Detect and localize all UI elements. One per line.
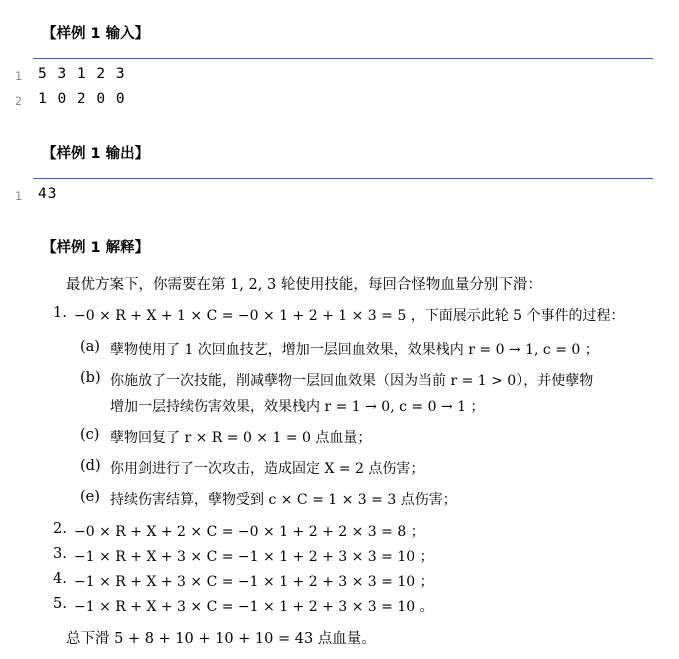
substep-marker: (d) — [80, 458, 101, 474]
step-marker: 1. — [53, 305, 67, 321]
substep-marker: (c) — [80, 427, 100, 443]
substep-text: 你施放了一次技能，削减孽物一层回血效果（因为当前 r = 1 > 0），并使孽物 — [110, 373, 594, 389]
line-number: 2 — [15, 94, 22, 108]
step-text: −0 × R + X + 1 × C = −0 × 1 + 2 + 1 × 3 = 5 ，下面展示此轮 5 个事件的过程： — [74, 308, 625, 324]
substep-text: 你用剑进行了一次攻击，造成固定 X = 2 点伤害； — [110, 461, 425, 477]
sample-output-heading: 【样例 1 输出】 — [42, 146, 150, 162]
substep-marker: (a) — [80, 339, 100, 355]
substep-text: 孽物使用了 1 次回血技艺，增加一层回血效果，效果栈内 r = 0 → 1, c = 0 ； — [110, 342, 599, 358]
explanation-heading: 【样例 1 解释】 — [42, 240, 150, 256]
substep-text: 持续伤害结算，孽物受到 c × C = 1 × 3 = 3 点伤害； — [110, 492, 457, 508]
step-text: −1 × R + X + 3 × C = −1 × 1 + 2 + 3 × 3 = 10 ； — [74, 549, 434, 565]
step-marker: 5. — [53, 596, 67, 612]
step-text: −1 × R + X + 3 × C = −1 × 1 + 2 + 3 × 3 = 10 ； — [74, 574, 434, 590]
substep-marker: (e) — [80, 489, 100, 505]
step-marker: 4. — [53, 571, 67, 587]
sample-output-divider — [33, 178, 653, 179]
substep-text: 孽物回复了 r × R = 0 × 1 = 0 点血量； — [110, 430, 372, 446]
sample-input-divider — [33, 58, 653, 59]
step-marker: 2. — [53, 521, 67, 537]
code-line: 5 3 1 2 3 — [38, 66, 126, 82]
sample-input-heading: 【样例 1 输入】 — [42, 26, 150, 42]
step-text: −1 × R + X + 3 × C = −1 × 1 + 2 + 3 × 3 = 10 。 — [74, 599, 434, 615]
line-number: 1 — [15, 69, 22, 83]
explanation-summary: 总下滑 5 + 8 + 10 + 10 + 10 = 43 点血量。 — [66, 631, 376, 647]
substep-marker: (b) — [80, 370, 101, 386]
step-text: −0 × R + X + 2 × C = −0 × 1 + 2 + 2 × 3 = 8 ； — [74, 524, 425, 540]
line-number: 1 — [15, 189, 22, 203]
explanation-intro: 最优方案下，你需要在第 1, 2, 3 轮使用技能，每回合怪物血量分别下滑： — [66, 277, 542, 293]
code-line: 1 0 2 0 0 — [38, 91, 126, 107]
substep-text: 增加一层持续伤害效果，效果栈内 r = 1 → 0, c = 0 → 1 ； — [110, 399, 485, 415]
code-line: 43 — [38, 186, 58, 202]
step-marker: 3. — [53, 546, 67, 562]
